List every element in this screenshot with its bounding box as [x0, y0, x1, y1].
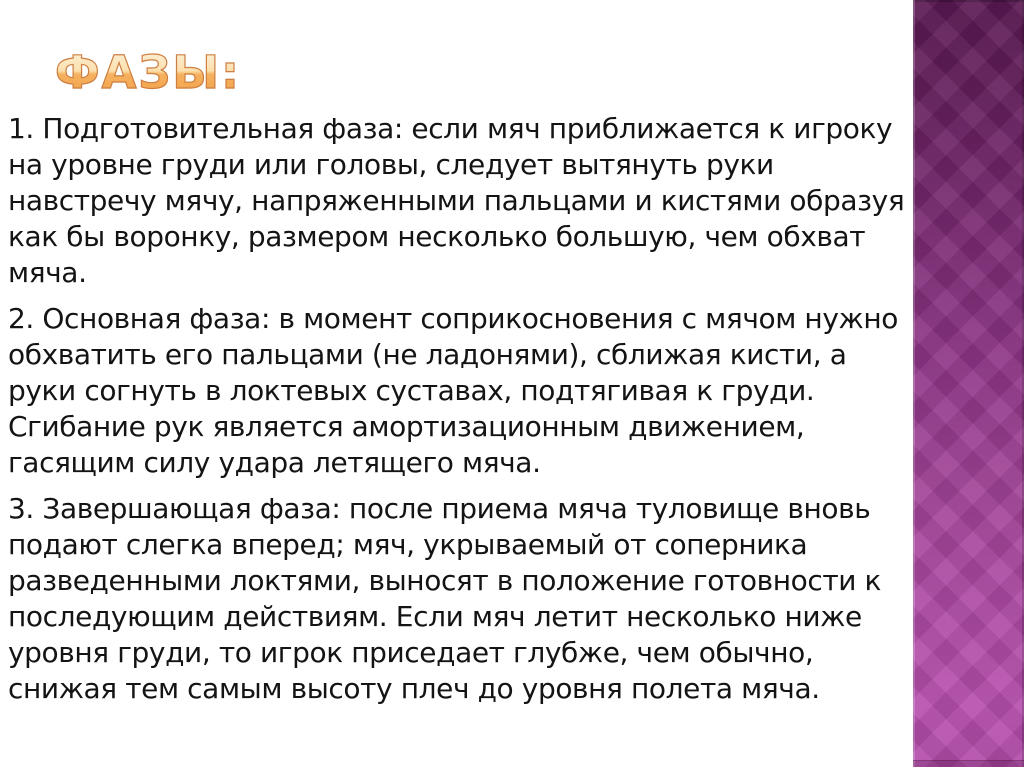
slide-content: [8, 46, 908, 717]
slide-title: ФАЗЫ:: [55, 46, 242, 99]
paragraph-preparatory-phase: 1. Подготовительная фаза: если мяч приближается к игроку на уровне груди или головы, следует вытянуть руки навстречу мячу, напряженными пальцами и кистями образуя как бы воронку, размером несколько большую, чем обхват мяча.: [8, 112, 905, 289]
title-row: [8, 46, 908, 111]
paragraph-main-phase: 2. Основная фаза: в момент соприкосновения с мячом нужно обхватить его пальцами (не ладонями), сближая кисти, а руки согнуть в локтевых суставах, подтягивая к груди. Сгибание рук является амортизационным движением, гасящим силу удара летящего мяча.: [8, 302, 898, 479]
diamond-pattern-overlay: [913, 0, 1024, 767]
paragraph-final-phase: 3. Завершающая фаза: после приема мяча туловище вновь подают слегка вперед; мяч, укрываемый от соперника разведенными локтями, выносят в положение готовности к последующим действиям. Если мяч летит несколько ниже уровня груди, то игрок приседает глубже, чем обычно, снижая тем самым высоту плеч до уровня полета мяча.: [8, 492, 882, 705]
decorative-gradient-bar: [913, 0, 1024, 767]
